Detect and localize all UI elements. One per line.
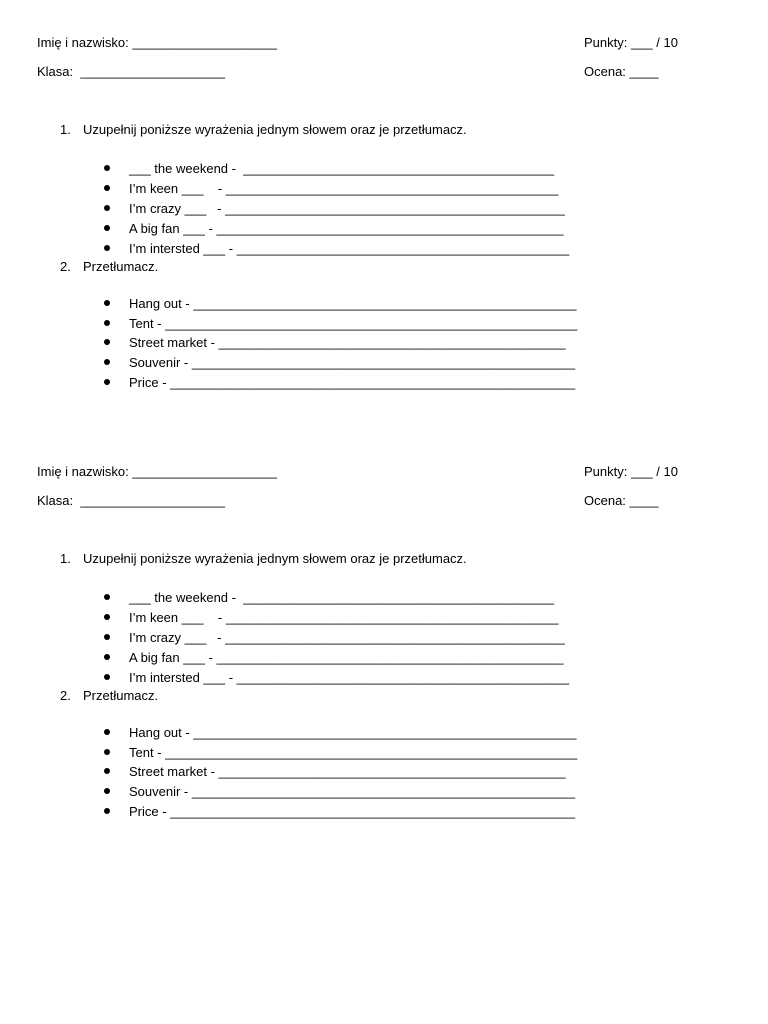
task-title: Uzupełnij poniższe wyrażenia jednym słowem oraz je przetłumacz. <box>83 551 467 566</box>
bullet-icon <box>104 749 110 755</box>
bullet-icon <box>104 379 110 385</box>
list-item-text: I’m intersted ___ - ______________________________________________ <box>129 670 570 685</box>
list-item-text: Souvenir - _____________________________________________________ <box>129 355 576 371</box>
task-title: Przetłumacz. <box>83 688 159 703</box>
bullet-icon <box>104 729 110 735</box>
bullet-icon <box>104 225 110 231</box>
list-item-text: Price - ________________________________________________________ <box>129 803 576 819</box>
bullet-icon <box>104 245 110 251</box>
task-number: 1. <box>60 122 71 137</box>
grade-field-line: Ocena: ____ <box>584 493 659 508</box>
bullet-icon <box>104 205 110 211</box>
name-field-line: Imię i nazwisko: ____________________ <box>37 35 277 50</box>
list-item-text: I’m crazy ___ - _______________________________________________ <box>129 201 565 216</box>
bullet-icon <box>104 320 110 326</box>
list-item-text: ___ the weekend - ___________________________________________ <box>129 161 555 176</box>
name-field-line: Imię i nazwisko: ____________________ <box>37 464 277 479</box>
list-item-text: Hang out - _____________________________________________________ <box>129 296 577 311</box>
list-item-text: I’m keen ___ - ______________________________________________ <box>129 610 559 625</box>
task-title: Przetłumacz. <box>83 259 159 274</box>
worksheet-2 <box>0 462 768 862</box>
points-field-line: Punkty: ___ / 10 <box>584 35 678 50</box>
bullet-icon <box>104 788 110 794</box>
list-item-text: I’m intersted ___ - ______________________________________________ <box>129 241 570 256</box>
list-item-text: Hang out - _____________________________________________________ <box>129 725 577 740</box>
list-item-text: A big fan ___ - ________________________________________________ <box>129 650 564 665</box>
bullet-icon <box>104 165 110 171</box>
bullet-icon <box>104 594 110 600</box>
task-title: Uzupełnij poniższe wyrażenia jednym słowem oraz je przetłumacz. <box>83 122 467 137</box>
list-item-text: I’m keen ___ - ______________________________________________ <box>129 181 559 196</box>
grade-field-line: Ocena: ____ <box>584 64 659 79</box>
bullet-icon <box>104 614 110 620</box>
class-field-line: Klasa: ____________________ <box>37 64 225 79</box>
bullet-icon <box>104 634 110 640</box>
list-item-text: Price - ________________________________________________________ <box>129 374 576 390</box>
list-item-text: ___ the weekend - ___________________________________________ <box>129 590 555 605</box>
list-item-text: I’m crazy ___ - _______________________________________________ <box>129 630 565 645</box>
bullet-icon <box>104 185 110 191</box>
list-item-text: Street market - ________________________________________________ <box>129 764 566 780</box>
class-field-line: Klasa: ____________________ <box>37 493 225 508</box>
bullet-icon <box>104 654 110 660</box>
bullet-icon <box>104 359 110 365</box>
bullet-icon <box>104 768 110 774</box>
task-number: 1. <box>60 551 71 566</box>
list-item-text: Street market - ________________________________________________ <box>129 335 566 351</box>
worksheet-1 <box>0 33 768 433</box>
task-number: 2. <box>60 259 71 274</box>
list-item-text: A big fan ___ - ________________________________________________ <box>129 221 564 236</box>
points-field-line: Punkty: ___ / 10 <box>584 464 678 479</box>
bullet-icon <box>104 339 110 345</box>
bullet-icon <box>104 674 110 680</box>
bullet-icon <box>104 808 110 814</box>
task-number: 2. <box>60 688 71 703</box>
list-item-text: Tent - _________________________________________________________ <box>129 315 578 331</box>
bullet-icon <box>104 300 110 306</box>
list-item-text: Tent - _________________________________________________________ <box>129 744 578 760</box>
list-item-text: Souvenir - _____________________________________________________ <box>129 784 576 800</box>
